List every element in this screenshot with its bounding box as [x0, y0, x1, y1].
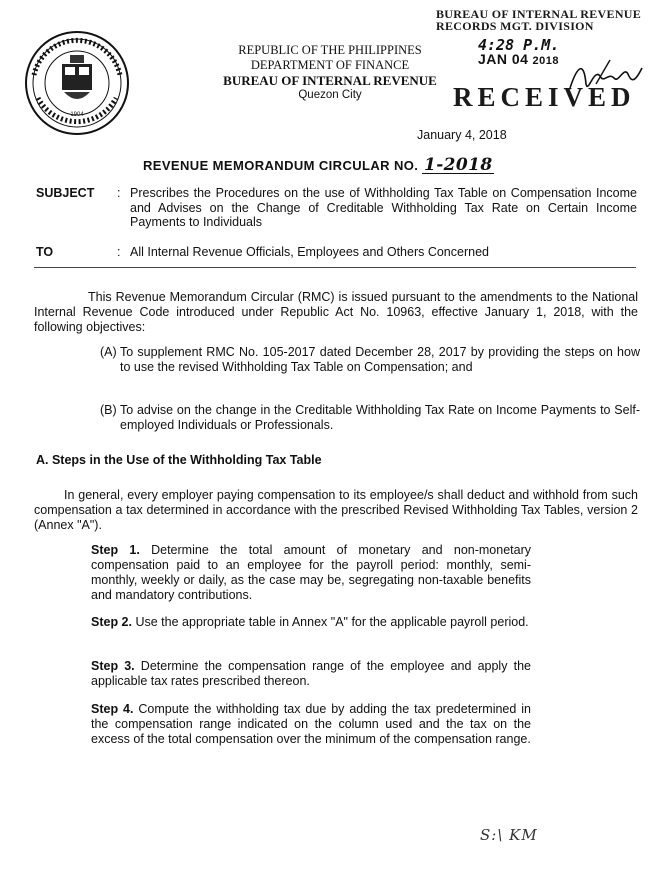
- intro-paragraph: This Revenue Memorandum Circular (RMC) is issued pursuant to the amendments to the National Internal Revenue Code introduced under Republic Act No. 10963, effective January 1, 2018, with the following objectives:: [34, 290, 638, 334]
- bureau-line: BUREAU OF INTERNAL REVENUE: [223, 73, 437, 88]
- step-1-label: Step 1.: [91, 543, 140, 557]
- step-2: [91, 615, 531, 630]
- bir-seal-icon: [24, 30, 130, 136]
- memo-title: [143, 157, 494, 174]
- stamp-date-day: JAN 04: [478, 51, 529, 67]
- stamp-division-line: RECORDS MGT. DIVISION: [436, 19, 594, 33]
- step-2-label: Step 2.: [91, 615, 132, 629]
- step-3-text: Determine the compensation range of the employee and apply the applicable tax rates prescribed thereon.: [91, 659, 531, 688]
- stamp-date-year: 2018: [532, 55, 559, 67]
- objective-a: [100, 345, 640, 375]
- city-line: Quezon City: [298, 89, 362, 101]
- step-1: [91, 543, 531, 603]
- received-stamp: [436, 8, 656, 32]
- department-line: DEPARTMENT OF FINANCE: [250, 58, 410, 72]
- step-4-label: Step 4.: [91, 702, 134, 716]
- section-a-heading: A. Steps in the Use of the Withholding Tax Table: [36, 453, 322, 467]
- memo-date: January 4, 2018: [417, 128, 507, 142]
- objective-a-text: To supplement RMC No. 105-2017 dated December 28, 2017 by providing the steps on how to use the revised Withholding Tax Table on Compensation; and: [120, 345, 640, 374]
- stamp-date: [478, 51, 559, 67]
- subject-text: Prescribes the Procedures on the use of Withholding Tax Table on Compensation Income and Advises on the Change of Creditable Withholding Tax Rate on Certain Income Payments to Individuals: [130, 186, 637, 229]
- step-4-text: Compute the withholding tax due by adding the tax predetermined in the compensation range indicated on the column used and the tax on the excess of the total compensation over the minimum of the compensation range.: [91, 702, 531, 746]
- republic-line: REPUBLIC OF THE PHILIPPINES: [238, 43, 422, 57]
- memo-title-text: REVENUE MEMORANDUM CIRCULAR NO.: [143, 158, 419, 173]
- stamp-time: 4:28 P.M.: [478, 36, 560, 54]
- stamp-bureau-line: BUREAU OF INTERNAL REVENUE: [436, 7, 642, 21]
- to-label: TO: [36, 245, 54, 259]
- to-text: All Internal Revenue Officials, Employees and Others Concerned: [130, 245, 489, 259]
- divider: [34, 267, 636, 268]
- step-3-label: Step 3.: [91, 659, 135, 673]
- handwritten-initials: S:\ KM: [480, 826, 538, 844]
- objective-b-label: (B): [100, 403, 117, 417]
- section-a-intro: In general, every employer paying compensation to its employee/s shall deduct and withhold from such compensation a tax determined in accordance with the prescribed Revised Withholding Tax Tables, version 2 (Annex "A").: [34, 488, 638, 532]
- step-3: [91, 659, 531, 689]
- seal-year: 1904: [70, 112, 84, 118]
- stamp-received: RECEIVED: [453, 82, 636, 112]
- objective-a-label: (A): [100, 345, 117, 359]
- step-4: [91, 702, 531, 747]
- memo-number: 1-2018: [423, 155, 493, 175]
- step-1-text: Determine the total amount of monetary and non-monetary compensation paid to an employee for the payroll period: monthly, semi-monthly, weekly or daily, as the case may be, segregating non-taxable benefits and mandatory contributions.: [91, 543, 531, 602]
- objective-b: [100, 403, 640, 433]
- objective-b-text: To advise on the change in the Creditable Withholding Tax Rate on Income Payments to Self-employed Individuals or Professionals.: [120, 403, 640, 432]
- letterhead: [180, 43, 480, 103]
- to-text-block: : All Internal Revenue Officials, Employees and Others Concerned: [117, 245, 637, 260]
- subject-text-block: : Prescribes the Procedures on the use of Withholding Tax Table on Compensation Income and Advises on the Change of Creditable Withholding Tax Rate on Certain Income Payments to Individuals: [117, 186, 637, 229]
- subject-label: SUBJECT: [36, 186, 95, 200]
- step-2-text: Use the appropriate table in Annex "A" for the applicable payroll period.: [135, 615, 529, 629]
